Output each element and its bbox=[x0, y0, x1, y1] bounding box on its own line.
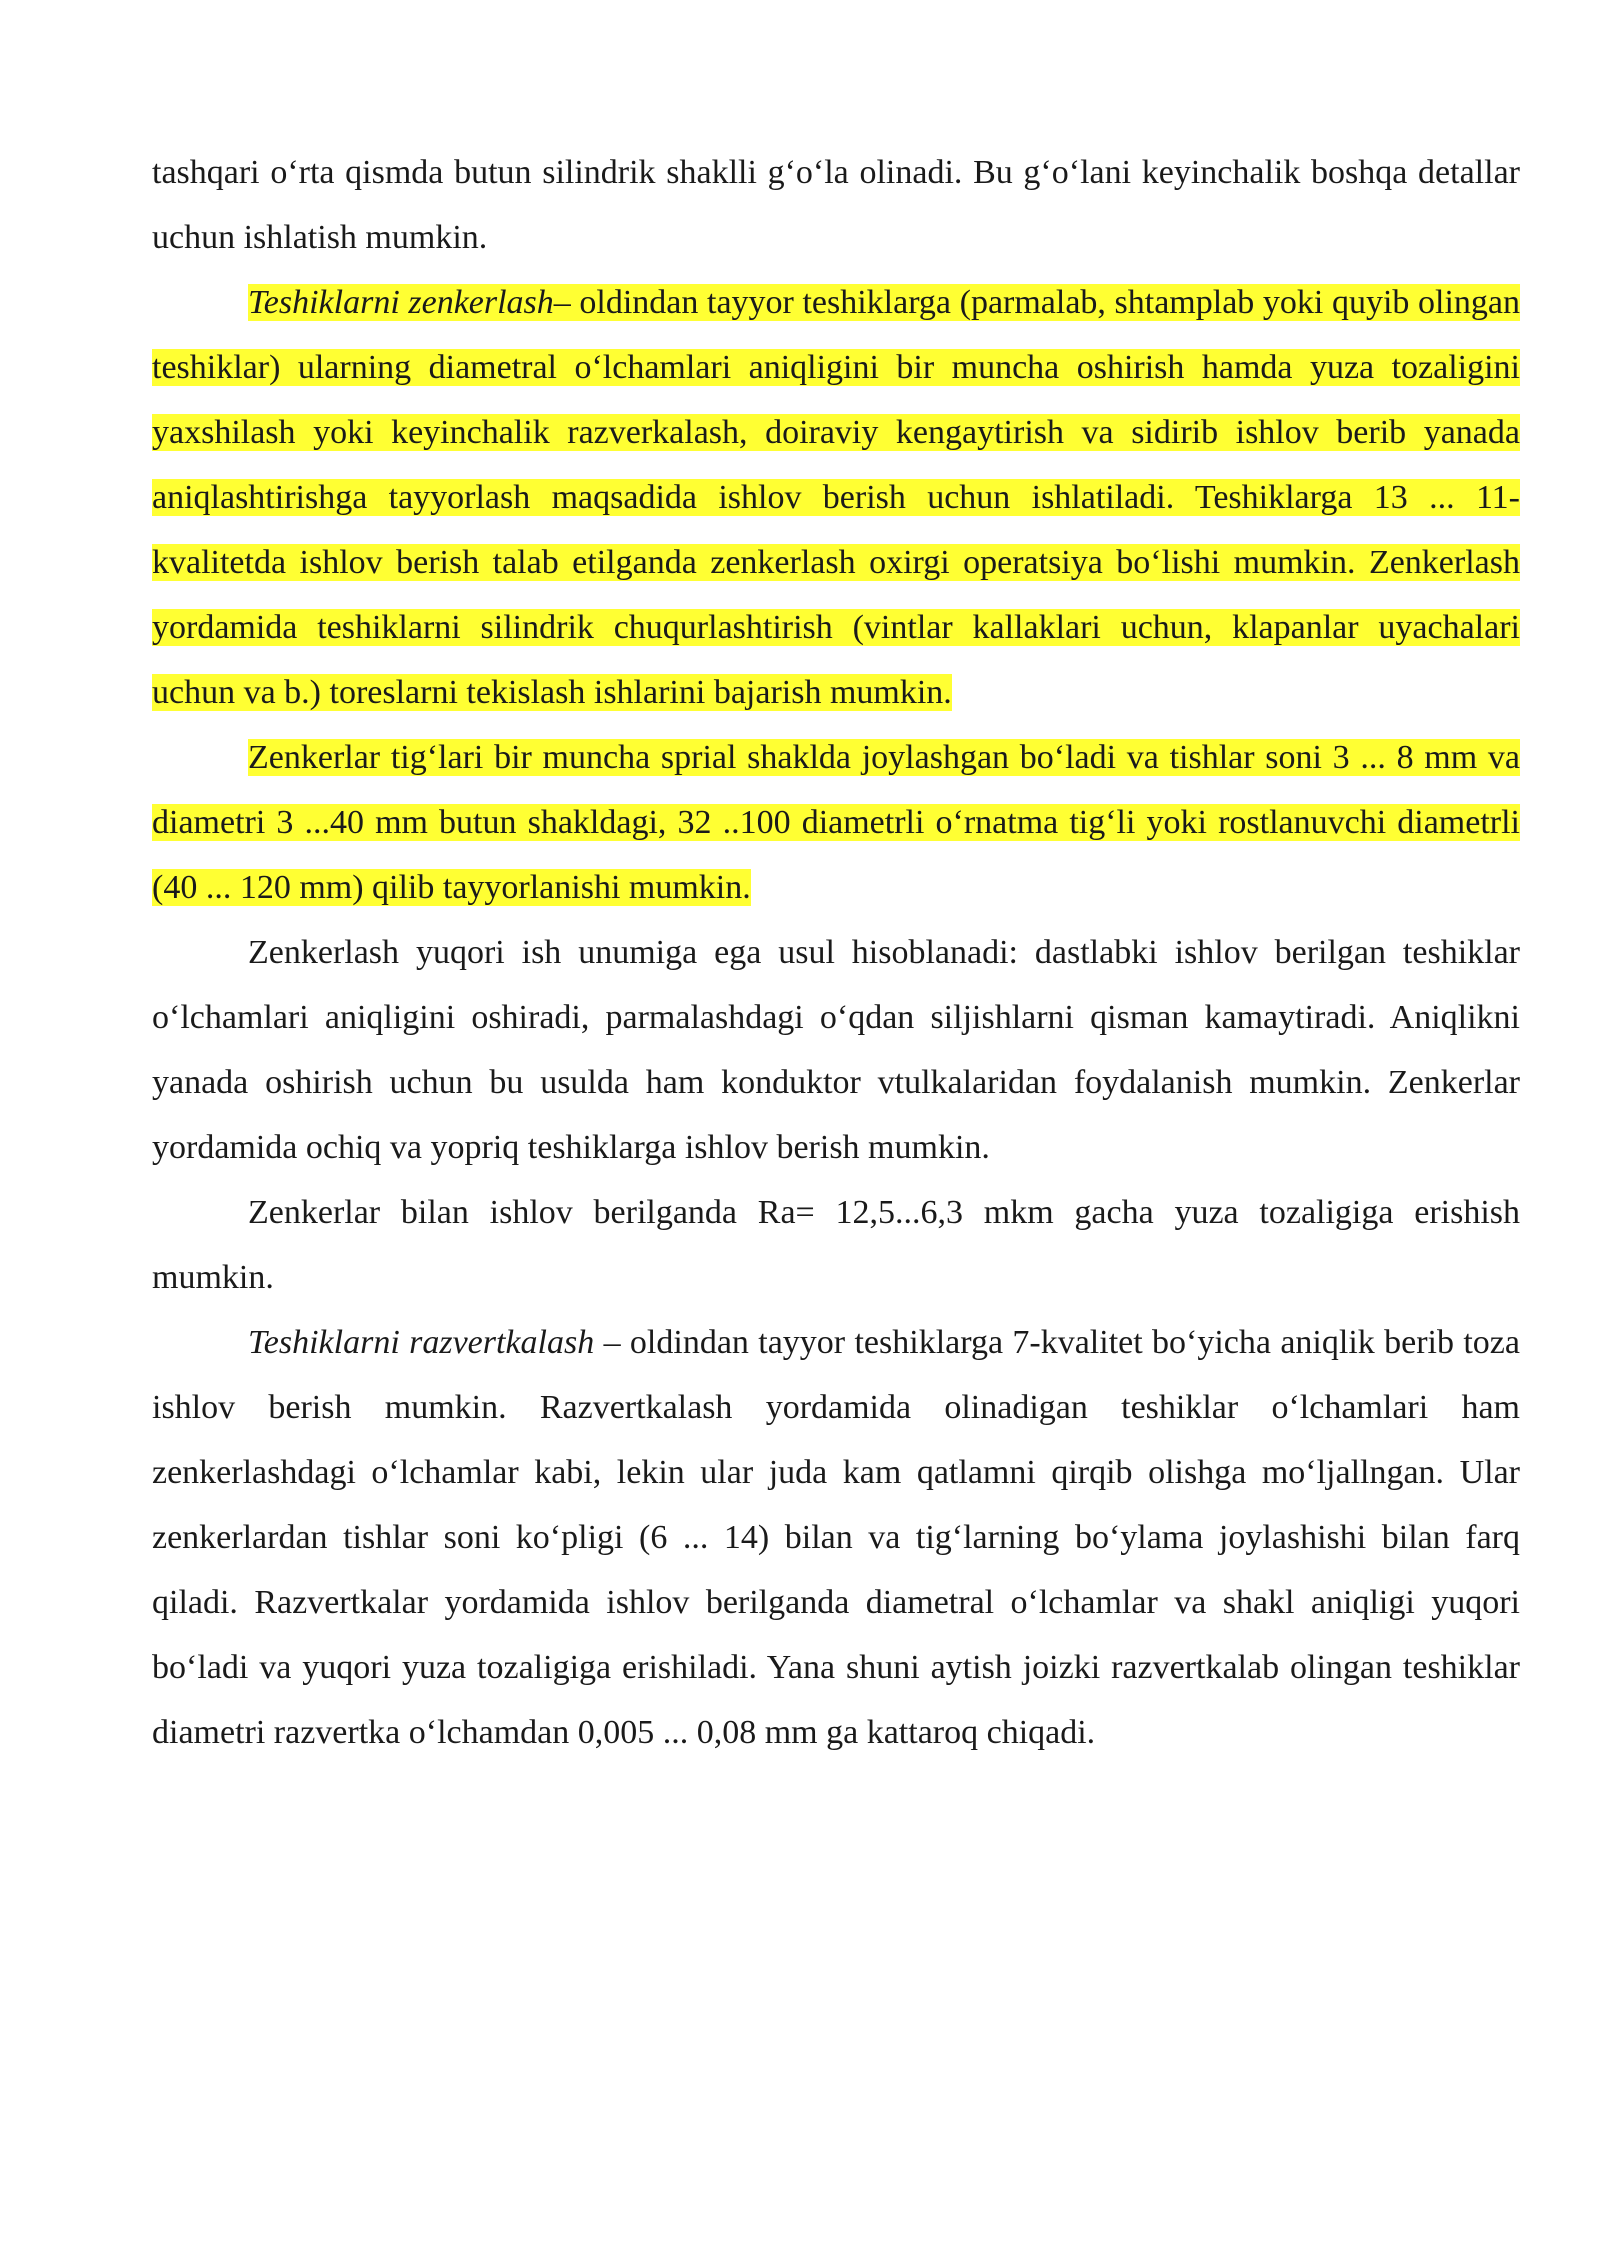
paragraph-zenkerlash-productivity bbox=[152, 920, 1520, 1180]
paragraph-text: Zenkerlar bilan ishlov berilganda Ra= 12,5...6,3 mkm gacha yuza tozaligiga erishish mumkin. bbox=[152, 1194, 1520, 1296]
paragraph-zenker-teeth bbox=[152, 725, 1520, 920]
paragraph-surface-roughness bbox=[152, 1180, 1520, 1310]
paragraph-continuation bbox=[152, 140, 1520, 270]
paragraph-text: Zenkerlash yuqori ish unumiga ega usul hisoblanadi: dastlabki ishlov berilgan teshiklar o‘lchamlari aniqligini oshiradi, parmalashdagi o‘qdan siljishlarni qisman kamaytiradi. Aniqlikni yanada oshirish uchun bu usulda ham konduktor vtulkalaridan foydalanish mumkin. Zenkerlar yordamida ochiq va yopriq teshiklarga ishlov berish mumkin. bbox=[152, 934, 1520, 1166]
document-page bbox=[152, 140, 1520, 1765]
term-razvertkalash: Teshiklarni razvertkalash bbox=[248, 1324, 595, 1361]
paragraph-text: tashqari o‘rta qismda butun silindrik shaklli g‘o‘la olinadi. Bu g‘o‘lani keyinchalik boshqa detallar uchun ishlatish mumkin. bbox=[152, 154, 1520, 256]
term-zenkerlash: Teshiklarni zenkerlash bbox=[248, 284, 554, 321]
paragraph-text: – oldindan tayyor teshiklarga 7-kvalitet bo‘yicha aniqlik berib toza ishlov berish mumkin. Razvertkalash yordamida olinadigan teshiklar o‘lchamlari ham zenkerlashdagi o‘lchamlar kabi, lekin ular juda kam qatlamni qirqib olishga mo‘ljallngan. Ular zenkerlardan tishlar soni ko‘pligi (6 ... 14) bilan va tig‘larning bo‘ylama joylashishi bilan farq qiladi. Razvertkalar yordamida ishlov berilganda diametral o‘lchamlar va shakl aniqligi yuqori bo‘ladi va yuqori yuza tozaligiga erishiladi. Yana shuni aytish joizki razvertkalab olingan teshiklar diametri razvertka o‘lchamdan 0,005 ... 0,08 mm ga kattaroq chiqadi. bbox=[152, 1324, 1520, 1751]
highlighted-text bbox=[152, 284, 1520, 711]
highlighted-text: Zenkerlar tig‘lari bir muncha sprial shaklda joylashgan bo‘ladi va tishlar soni 3 ... 8 mm va diametri 3 ...40 mm butun shakldagi, 32 ..100 diametrli o‘rnatma tig‘li yoki rostlanuvchi diametrli (40 ... 120 mm) qilib tayyorlanishi mumkin. bbox=[152, 739, 1520, 906]
paragraph-text: – oldindan tayyor teshiklarga (parmalab, shtamplab yoki quyib olingan teshiklar) ularning diametral o‘lchamlari aniqligini bir muncha oshirish hamda yuza tozaligini yaxshilash yoki keyinchalik razverkalash, doiraviy kengaytirish va sidirib ishlov berib yanada aniqlashtirishga tayyorlash maqsadida ishlov berish uchun ishlatiladi. Teshiklarga 13 ... 11- kvalitetda ishlov berish talab etilganda zenkerlash oxirgi operatsiya bo‘lishi mumkin. Zenkerlash yordamida teshiklarni silindrik chuqurlashtirish (vintlar kallaklari uchun, klapanlar uyachalari uchun va b.) toreslarni tekislash ishlarini bajarish mumkin. bbox=[152, 284, 1520, 711]
paragraph-razvertkalash-definition bbox=[152, 1310, 1520, 1765]
paragraph-zenkerlash-definition bbox=[152, 270, 1520, 725]
